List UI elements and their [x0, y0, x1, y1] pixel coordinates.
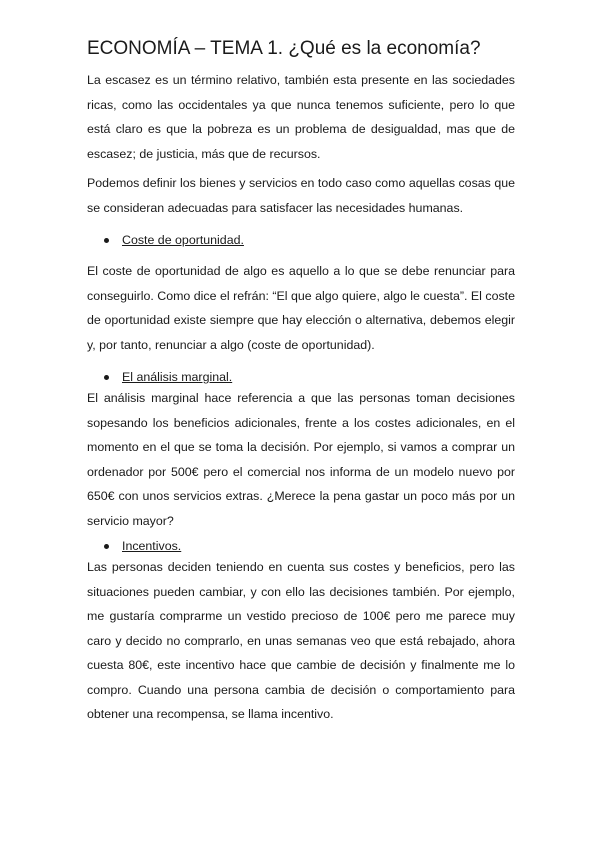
bullet-heading-marginal-analysis: [104, 367, 504, 387]
bullet-heading-incentives: [104, 536, 504, 556]
paragraph-marginal-analysis: El análisis marginal hace referencia a que las personas toman decisiones sopesando los beneficios adicionales, frente a los costes adicionales, en el momento en el que se toma la decisión. Por ejemplo, si vamos a comprar un ordenador por 500€ pero el comercial nos informa de un modelo nuevo por 650€ con unos servicios extras. ¿Merece la pena gastar un poco más por un servicio mayor?: [87, 391, 515, 528]
bullet-dot-icon: [104, 375, 109, 380]
bullet-dot-icon: [104, 238, 109, 243]
section-heading: El análisis marginal.: [122, 370, 233, 384]
section-heading: Incentivos.: [122, 539, 182, 553]
bullet-dot-icon: [104, 544, 109, 549]
paragraph-opportunity-cost: El coste de oportunidad de algo es aquello a lo que se debe renunciar para conseguirlo. Como dice el refrán: “El que algo quiere, algo le cuesta”. El coste de oportunidad existe siempre que hay elección o alternativa, debemos elegir y, por tanto, renunciar a algo (coste de oportunidad).: [87, 264, 515, 352]
paragraph-scarcity: La escasez es un término relativo, también esta presente en las sociedades ricas, como las occidentales ya que nunca tenemos suficiente, pero lo que está claro es que la pobreza es un problema de desigualdad, mas que de escasez; de justicia, más que de recursos.: [87, 73, 515, 161]
bullet-heading-opportunity-cost: [104, 230, 504, 250]
page-title: ECONOMÍA – TEMA 1. ¿Qué es la economía?: [87, 38, 481, 59]
paragraph-incentives: Las personas deciden teniendo en cuenta sus costes y beneficios, pero las situaciones pueden cambiar, y con ello las decisiones también. Por ejemplo, me gustaría comprarme un vestido precioso de 100€ pero me parece muy caro y decido no comprarlo, en unas semanas veo que está rebajado, ahora cuesta 80€, este incentivo hace que cambie de decisión y finalmente me lo compro. Cuando una persona cambia de decisión o comportamiento para obtener una recompensa, se llama incentivo.: [87, 560, 515, 721]
paragraph-goods-services: Podemos definir los bienes y servicios en todo caso como aquellas cosas que se consideran adecuadas para satisfacer las necesidades humanas.: [87, 176, 515, 215]
section-heading: Coste de oportunidad.: [122, 233, 244, 247]
